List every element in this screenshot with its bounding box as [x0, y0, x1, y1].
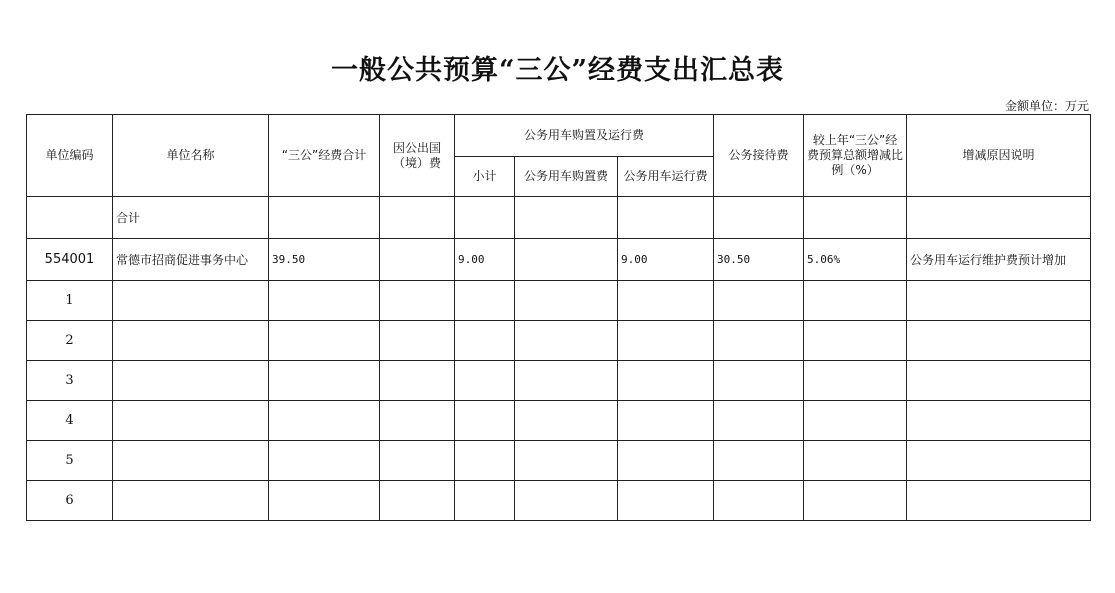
cell-unit-code: 2	[27, 321, 113, 361]
cell-vehicle-operation	[618, 441, 714, 481]
cell-unit-name: 常德市招商促进事务中心	[113, 239, 269, 281]
header-vehicle-purchase: 公务用车购置费	[515, 157, 618, 197]
cell-total	[269, 197, 380, 239]
cell-vehicle-operation	[618, 197, 714, 239]
cell-vehicle-operation	[618, 401, 714, 441]
header-unit-name: 单位名称	[113, 115, 269, 197]
table-row	[27, 401, 1091, 441]
header-change-ratio: 较上年“三公”经费预算总额增减比例（%）	[804, 115, 907, 197]
cell-reception	[714, 361, 804, 401]
cell-vehicle-operation	[618, 281, 714, 321]
cell-unit-name	[113, 361, 269, 401]
cell-vehicle-operation	[618, 481, 714, 521]
cell-reason	[907, 281, 1091, 321]
cell-reason	[907, 321, 1091, 361]
page-title: 一般公共预算“三公”经费支出汇总表	[330, 55, 785, 86]
cell-subtotal	[455, 197, 515, 239]
cell-reception	[714, 401, 804, 441]
cell-total	[269, 481, 380, 521]
cell-total: 39.50	[269, 239, 380, 281]
cell-reason	[907, 361, 1091, 401]
cell-unit-code: 5	[27, 441, 113, 481]
cell-unit-code	[27, 197, 113, 239]
table-row	[27, 441, 1091, 481]
cell-subtotal	[455, 361, 515, 401]
cell-abroad	[380, 441, 455, 481]
cell-unit-name	[113, 401, 269, 441]
cell-reason	[907, 481, 1091, 521]
table-row	[27, 281, 1091, 321]
cell-change-ratio	[804, 321, 907, 361]
cell-change-ratio	[804, 441, 907, 481]
cell-unit-code: 4	[27, 401, 113, 441]
cell-vehicle-purchase	[515, 281, 618, 321]
cell-abroad	[380, 239, 455, 281]
cell-vehicle-purchase	[515, 401, 618, 441]
cell-subtotal	[455, 401, 515, 441]
cell-unit-name	[113, 481, 269, 521]
cell-unit-name: 合计	[113, 197, 269, 239]
cell-reception: 30.50	[714, 239, 804, 281]
cell-total	[269, 401, 380, 441]
cell-abroad	[380, 401, 455, 441]
cell-vehicle-operation	[618, 361, 714, 401]
header-total: “三公”经费合计	[269, 115, 380, 197]
header-reason: 增减原因说明	[907, 115, 1091, 197]
table-row-total	[27, 197, 1091, 239]
table-row	[27, 481, 1091, 521]
cell-vehicle-operation: 9.00	[618, 239, 714, 281]
cell-unit-name	[113, 321, 269, 361]
cell-subtotal	[455, 281, 515, 321]
cell-vehicle-purchase	[515, 441, 618, 481]
cell-change-ratio	[804, 481, 907, 521]
cell-abroad	[380, 361, 455, 401]
header-vehicle-operation: 公务用车运行费	[618, 157, 714, 197]
cell-subtotal	[455, 481, 515, 521]
header-abroad: 因公出国（境）费	[380, 115, 455, 197]
cell-vehicle-purchase	[515, 321, 618, 361]
cell-reception	[714, 281, 804, 321]
cell-abroad	[380, 281, 455, 321]
cell-abroad	[380, 481, 455, 521]
cell-unit-code: 6	[27, 481, 113, 521]
cell-change-ratio	[804, 197, 907, 239]
cell-unit-code: 1	[27, 281, 113, 321]
table-row	[27, 321, 1091, 361]
cell-subtotal	[455, 321, 515, 361]
cell-reception	[714, 321, 804, 361]
cell-unit-code: 3	[27, 361, 113, 401]
cell-vehicle-purchase	[515, 481, 618, 521]
cell-change-ratio	[804, 281, 907, 321]
cell-unit-name	[113, 281, 269, 321]
header-subtotal: 小计	[455, 157, 515, 197]
cell-reception	[714, 481, 804, 521]
cell-unit-name	[113, 441, 269, 481]
cell-abroad	[380, 321, 455, 361]
cell-unit-code: 554001	[27, 239, 113, 281]
cell-vehicle-purchase	[515, 239, 618, 281]
header-vehicle-group: 公务用车购置及运行费	[455, 115, 714, 157]
cell-reason	[907, 197, 1091, 239]
cell-vehicle-purchase	[515, 361, 618, 401]
cell-reception	[714, 197, 804, 239]
cell-subtotal: 9.00	[455, 239, 515, 281]
cell-total	[269, 441, 380, 481]
amount-unit-label: 金额单位：万元	[1004, 99, 1089, 113]
table-row	[27, 239, 1091, 281]
cell-change-ratio	[804, 401, 907, 441]
cell-change-ratio: 5.06%	[804, 239, 907, 281]
cell-change-ratio	[804, 361, 907, 401]
cell-total	[269, 361, 380, 401]
cell-total	[269, 281, 380, 321]
cell-vehicle-operation	[618, 321, 714, 361]
table-row	[27, 361, 1091, 401]
cell-subtotal	[455, 441, 515, 481]
cell-reception	[714, 441, 804, 481]
header-reception: 公务接待费	[714, 115, 804, 197]
cell-reason	[907, 441, 1091, 481]
cell-abroad	[380, 197, 455, 239]
cell-reason: 公务用车运行维护费预计增加	[907, 239, 1091, 281]
header-unit-code: 单位编码	[27, 115, 113, 197]
cell-total	[269, 321, 380, 361]
cell-reason	[907, 401, 1091, 441]
three-public-expenses-table	[26, 114, 1091, 521]
cell-vehicle-purchase	[515, 197, 618, 239]
